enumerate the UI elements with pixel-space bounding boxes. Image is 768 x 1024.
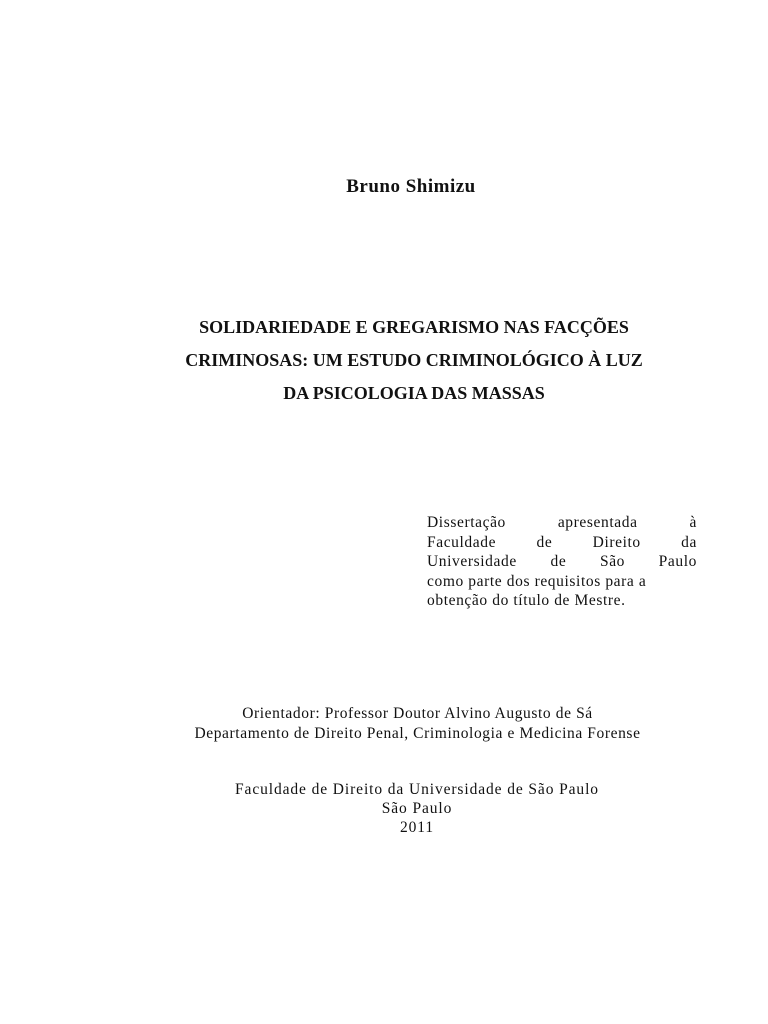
title-line-2: CRIMINOSAS: UM ESTUDO CRIMINOLÓGICO À LUZ <box>185 350 643 370</box>
advisor-name: Orientador: Professor Doutor Alvino Augusto de Sá <box>242 705 593 722</box>
author-name: Bruno Shimizu <box>346 176 476 197</box>
note-line-4: como parte dos requisitos para a <box>427 572 647 590</box>
institution-block <box>0 780 768 837</box>
note-word: de <box>550 553 567 571</box>
note-word: Universidade <box>427 553 517 571</box>
note-word: da <box>681 533 697 551</box>
note-word: São <box>599 553 626 571</box>
department-name: Departamento de Direito Penal, Criminologia e Medicina Forense <box>194 724 641 742</box>
note-word: Faculdade <box>427 533 497 551</box>
note-word: apresentada <box>557 514 638 531</box>
note-word: Direito <box>592 533 641 551</box>
note-word: de <box>536 533 553 551</box>
note-line-1 <box>427 513 697 533</box>
note-word: Paulo <box>658 553 697 571</box>
title-line-1: SOLIDARIEDADE E GREGARISMO NAS FACÇÕES <box>199 317 629 337</box>
city-name: São Paulo <box>381 800 453 817</box>
note-line-3 <box>427 552 697 572</box>
note-line-2 <box>427 533 697 553</box>
dissertation-note <box>427 513 697 611</box>
title-line-3: DA PSICOLOGIA DAS MASSAS <box>283 383 545 403</box>
advisor-block <box>0 704 768 743</box>
note-word: Dissertação <box>427 514 506 531</box>
note-line-5: obtenção do título de Mestre. <box>427 592 626 610</box>
note-word: à <box>689 514 697 531</box>
year: 2011 <box>399 819 435 836</box>
institution-name: Faculdade de Direito da Universidade de São Paulo <box>235 781 599 798</box>
dissertation-title <box>134 311 694 410</box>
